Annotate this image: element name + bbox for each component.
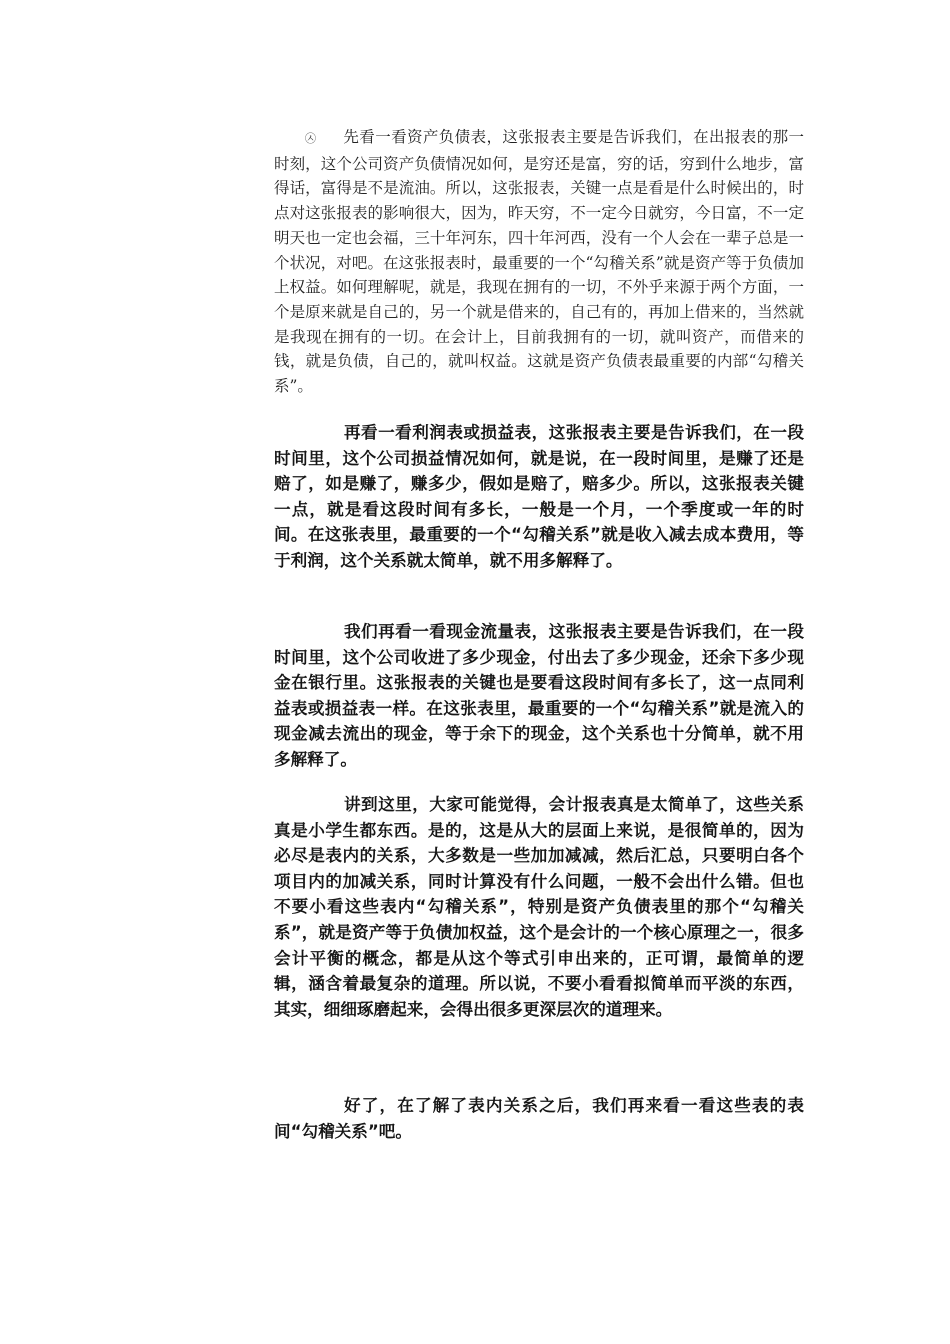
paragraph-transition: 好了，在了解了表内关系之后，我们再来看一看这些表的表间“勾稽关系”吧。: [274, 1096, 804, 1141]
paragraph-summary: 讲到这里，大家可能觉得，会计报表真是太简单了，这些关系真是小学生都东西。是的，这是从大的层面上来说，是很简单的，因为必尽是表内的关系，大多数是一些加加减减，然后汇总，只要明白各个项目内的加减关系，同时计算没有什么问题，一般不会出什么错。但也不要小看这些表内“勾稽关系”，特别是资产负债表里的那个“勾稽关系”，就是资产等于负债加权益，这个是会计的一个核心原理之一，很多会计平衡的概念，都是从这个等式引申出来的，正可谓，最简单的逻辑，涵含着最复杂的道理。所以说，不要小看看拟简单而平淡的东西，其实，细细琢磨起来，会得出很多更深层次的道理来。: [274, 795, 804, 1019]
paragraph-income-statement: 再看一看利润表或损益表，这张报表主要是告诉我们，在一段时间里，这个公司损益情况如何，就是说，在一段时间里，是赚了还是赔了，如是赚了，赚多少，假如是赔了，赔多少。所以，这张报表关键一点，就是看这段时间有多长，一般是一个月，一个季度或一年的时间。在这张表里，最重要的一个“勾稽关系”就是收入减去成本费用，等于利润，这个关系就太简单，就不用多解释了。: [274, 423, 804, 570]
paragraph-cash-flow: 我们再看一看现金流量表，这张报表主要是告诉我们，在一段时间里，这个公司收进了多少现金，付出去了多少现金，还余下多少现金在银行里。这张报表的关键也是要看这段时间有多长了，这一点同利益表或损益表一样。在这张表里，最重要的一个“勾稽关系”就是流入的现金减去流出的现金，等于余下的现金，这个关系也十分简单，就不用多解释了。: [274, 622, 804, 769]
paragraph-balance-sheet: [274, 125, 804, 399]
list-marker-icon: ㉦: [305, 132, 316, 145]
paragraph-text: 先看一看资产负债表，这张报表主要是告诉我们，在出报表的那一时刻，这个公司资产负债情况如何，是穷还是富，穷的话，穷到什么地步，富得话，富得是不是流油。所以，这张报表，关键一点是看是什么时候出的，时点对这张报表的影响很大，因为，昨天穷，不一定今日就穷，今日富，不一定明天也一定也会福，三十年河东，四十年河西，没有一个人会在一辈子总是一个状况，对吧。在这张报表时，最重要的一个“勾稽关系”就是资产等于负债加上权益。如何理解呢，就是，我现在拥有的一切，不外乎来源于两个方面，一个是原来就是自己的，另一个就是借来的，自己有的，再加上借来的，当然就是我现在拥有的一切。在会计上，目前我拥有的一切，就叫资产，而借来的钱，就是负债，自己的，就叫权益。这就是资产负债表最重要的内部“勾稽关系”。: [274, 128, 804, 396]
